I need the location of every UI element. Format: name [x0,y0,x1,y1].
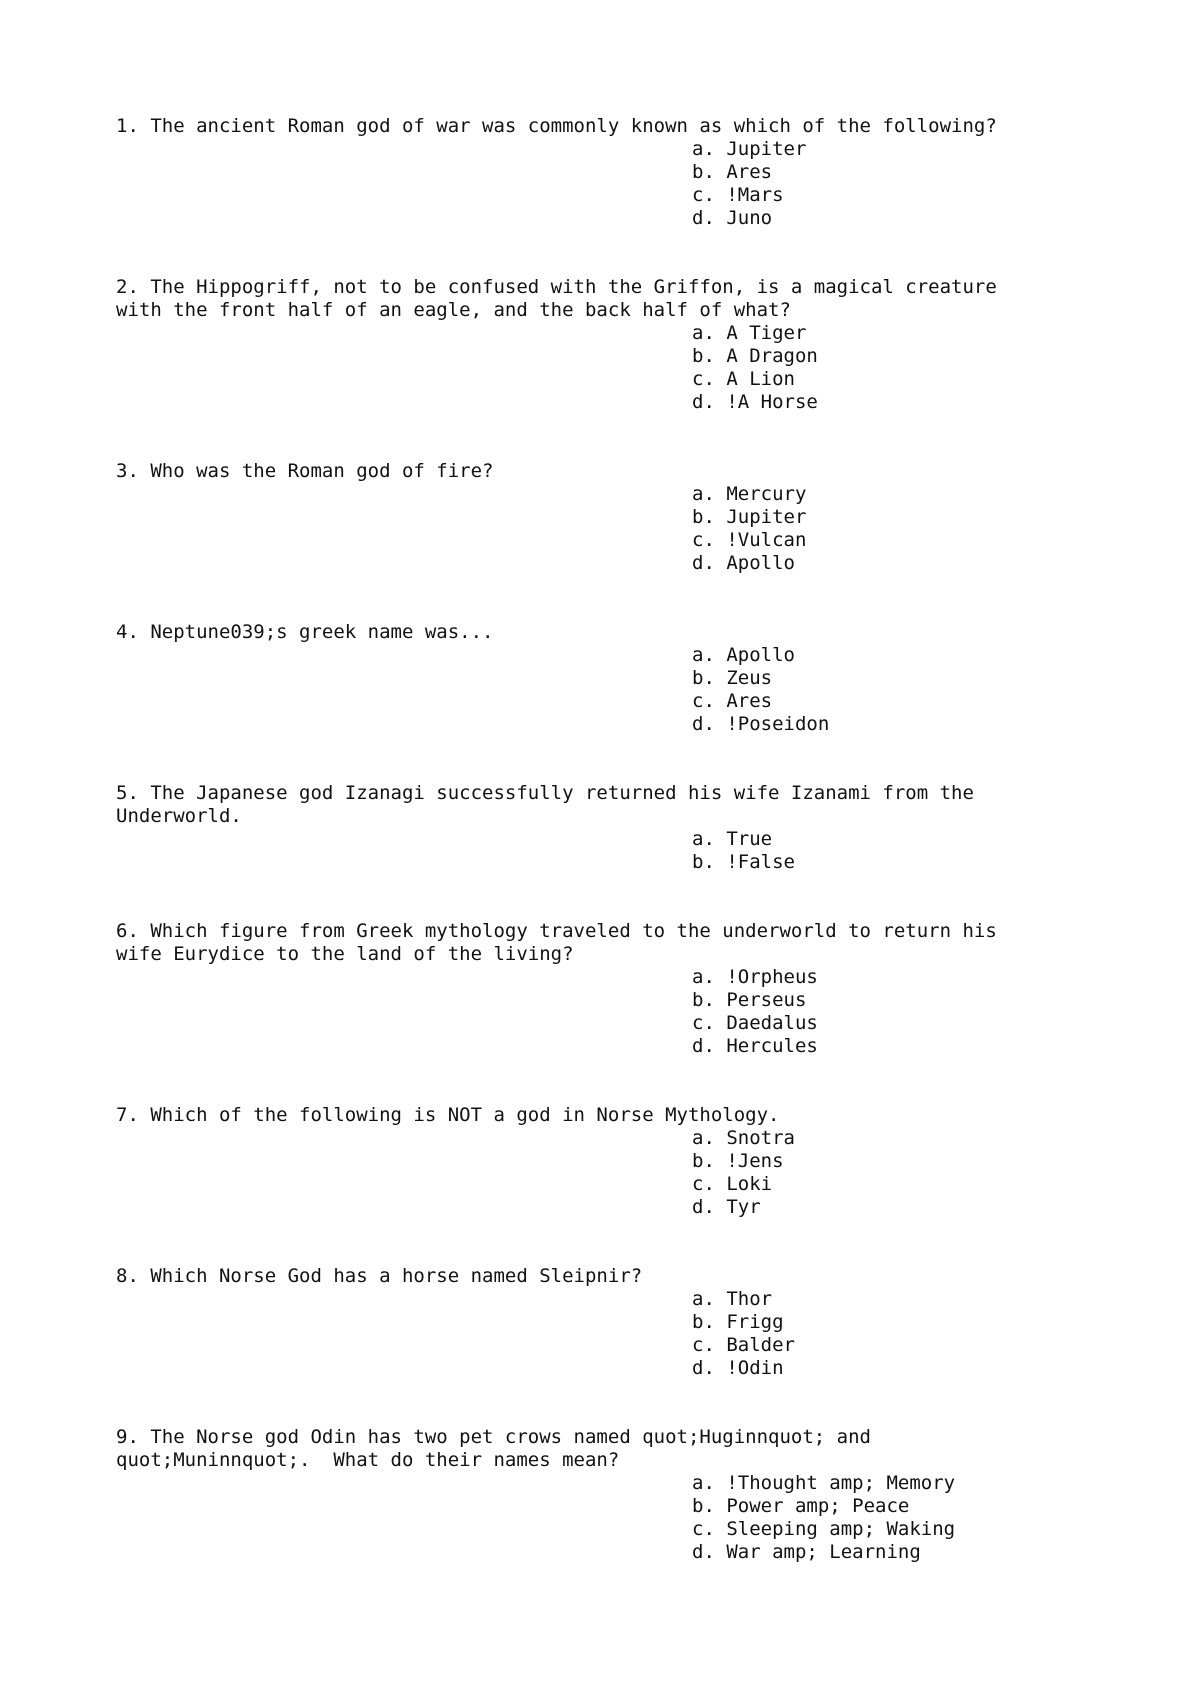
answer-options [116,1472,1096,1564]
question-text: quot;Muninnquot;. What do their names mean? [116,1449,620,1471]
question-text: 2. The Hippogriff, not to be confused with the Griffon, is a magical creature [116,276,997,298]
question-text: 7. Which of the following is NOT a god in Norse Mythology. [116,1104,780,1126]
question-block [116,920,1096,1058]
answer-option: c. Balder [692,1334,795,1356]
answer-option: c. Ares [692,690,773,712]
question-block [116,115,1096,230]
answer-option: c. Loki [692,1173,773,1195]
question-block [116,276,1096,414]
answer-option: a. True [692,828,773,850]
answer-option: b. Jupiter [692,506,807,528]
answer-options [116,138,1096,230]
answer-option: d. War amp; Learning [692,1541,921,1563]
answer-option: c. !Vulcan [692,529,807,551]
answer-options [116,1288,1096,1380]
answer-option: d. !A Horse [692,391,818,413]
answer-option: c. Sleeping amp; Waking [692,1518,956,1540]
answer-option: d. Apollo [692,552,795,574]
answer-option: c. A Lion [692,368,795,390]
question-block [116,1265,1096,1380]
question-block [116,1426,1096,1564]
question-text: 6. Which figure from Greek mythology traveled to the underworld to return his [116,920,997,942]
answer-option: d. !Poseidon [692,713,830,735]
answer-option: b. !False [692,851,795,873]
answer-option: d. Tyr [692,1196,761,1218]
answer-options [116,1127,1096,1219]
answer-option: b. Ares [692,161,773,183]
quiz-document [116,115,1096,1610]
answer-options [116,483,1096,575]
question-text: Underworld. [116,805,242,827]
answer-option: c. Daedalus [692,1012,818,1034]
answer-option: a. Thor [692,1288,773,1310]
question-text: 3. Who was the Roman god of fire? [116,460,494,482]
answer-option: a. Snotra [692,1127,795,1149]
answer-option: b. Zeus [692,667,773,689]
answer-option: d. Hercules [692,1035,818,1057]
question-block [116,1104,1096,1219]
answer-option: d. Juno [692,207,773,229]
answer-option: a. Jupiter [692,138,807,160]
answer-option: c. !Mars [692,184,784,206]
question-text: 4. Neptune039;s greek name was... [116,621,494,643]
answer-option: b. Perseus [692,989,807,1011]
question-text: 5. The Japanese god Izanagi successfully returned his wife Izanami from the [116,782,974,804]
question-block [116,782,1096,874]
question-block [116,460,1096,575]
question-text: with the front half of an eagle, and the back half of what? [116,299,791,321]
answer-option: d. !Odin [692,1357,784,1379]
answer-option: a. A Tiger [692,322,807,344]
answer-option: a. !Orpheus [692,966,818,988]
question-text: 1. The ancient Roman god of war was commonly known as which of the following? [116,115,997,137]
question-text: 8. Which Norse God has a horse named Sleipnir? [116,1265,643,1287]
answer-options [116,828,1096,874]
answer-option: a. !Thought amp; Memory [692,1472,956,1494]
answer-option: b. Frigg [692,1311,784,1333]
answer-option: a. Mercury [692,483,807,505]
answer-option: b. !Jens [692,1150,784,1172]
answer-options [116,966,1096,1058]
answer-option: b. A Dragon [692,345,818,367]
answer-options [116,322,1096,414]
answer-option: b. Power amp; Peace [692,1495,910,1517]
question-block [116,621,1096,736]
answer-option: a. Apollo [692,644,795,666]
question-text: wife Eurydice to the land of the living? [116,943,574,965]
answer-options [116,644,1096,736]
question-text: 9. The Norse god Odin has two pet crows named quot;Huginnquot; and [116,1426,871,1448]
